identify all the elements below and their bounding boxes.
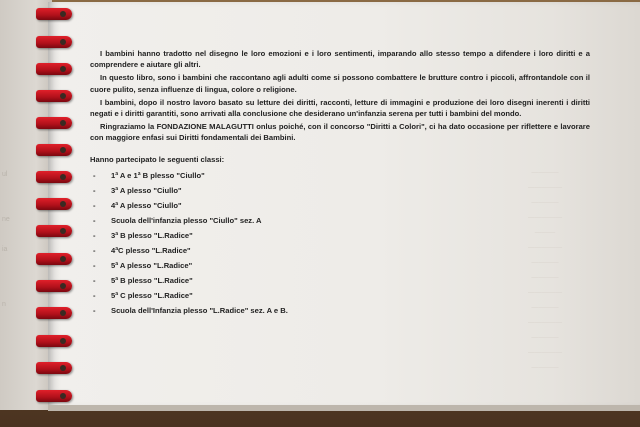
paragraph: In questo libro, sono i bambini che raccontano agli adulti come si possono combattere le brutture contro i piccoli, affrontandole con il cuore pulito, senza influenze di lingua, colore o religione. xyxy=(90,73,590,94)
bleed-through-name-list: ———— ————— ———— ————— ——— ————— ———— ———— ————— ———— ————— ———— ————— ———— xyxy=(528,169,562,371)
class-name: 5ª C plesso "L.Radice" xyxy=(111,290,193,300)
list-item xyxy=(93,243,590,258)
binding-ring xyxy=(36,117,72,129)
classes-heading: Hanno partecipato le seguenti classi: xyxy=(90,154,225,164)
class-name: 1ª A e 1ª B plesso "Ciullo" xyxy=(111,170,205,180)
binding-ring xyxy=(36,90,72,102)
binding-ring xyxy=(36,8,72,20)
bullet: - xyxy=(93,290,96,300)
binding-ring xyxy=(36,335,72,347)
paragraph: I bambini hanno tradotto nel disegno le loro emozioni e i loro sentimenti, imparando allo stesso tempo a difendere i loro diritti e a comprendere e aiutare gli altri. xyxy=(90,49,590,70)
class-name: 5ª B plesso "L.Radice" xyxy=(111,275,193,285)
bullet: - xyxy=(93,200,96,210)
class-name: 3ª A plesso "Ciullo" xyxy=(111,185,182,195)
bullet: - xyxy=(93,215,96,225)
binding-ring xyxy=(36,362,72,374)
binding-ring xyxy=(36,390,72,402)
list-item xyxy=(93,258,590,273)
binding-ring xyxy=(36,63,72,75)
list-item xyxy=(93,303,590,318)
list-item xyxy=(93,198,590,213)
bullet: - xyxy=(93,260,96,270)
bleed-through-text: n xyxy=(2,301,6,308)
class-name: Scuola dell'Infanzia plesso "L.Radice" sez. A e B. xyxy=(111,305,288,315)
bullet: - xyxy=(93,245,96,255)
binding-ring xyxy=(36,36,72,48)
binding-ring xyxy=(36,225,72,237)
class-name: 4ªC plesso "L.Radice" xyxy=(111,245,191,255)
binding-ring xyxy=(36,171,72,183)
class-name: 5ª A plesso "L.Radice" xyxy=(111,260,193,270)
bullet: - xyxy=(93,230,96,240)
bleed-through-text: ne xyxy=(2,216,10,223)
spiral-binding xyxy=(36,0,76,427)
class-name: Scuola dell'infanzia plesso "Ciullo" sez. A xyxy=(111,215,262,225)
binding-ring xyxy=(36,253,72,265)
binding-ring xyxy=(36,280,72,292)
paragraph: I bambini, dopo il nostro lavoro basato su letture dei diritti, racconti, letture di immagini e produzione dei loro disegni inerenti i diritti negati e i diritti garantiti, sono arrivati alla conclusione che desiderano un'infanzia serena per tutti i bambini del mondo. xyxy=(90,97,590,119)
class-name: 3ª B plesso "L.Radice" xyxy=(111,230,193,240)
list-item xyxy=(93,273,590,288)
binding-ring xyxy=(36,307,72,319)
bullet: - xyxy=(93,275,96,285)
bleed-through-text: ul xyxy=(2,171,8,178)
binding-ring xyxy=(36,144,72,156)
list-item xyxy=(93,168,590,183)
page-text xyxy=(90,48,590,318)
paragraph: Ringraziamo la FONDAZIONE MALAGUTTI onlus poiché, con il concorso "Diritti a Colori", ci ha dato occasione per riflettere e lavorare con maggiore enfasi sui Diritti fondamentali dei Bambini. xyxy=(90,122,590,143)
bullet: - xyxy=(93,185,96,195)
bullet: - xyxy=(93,305,96,315)
class-list xyxy=(90,168,590,318)
bullet: - xyxy=(93,170,96,180)
list-item xyxy=(93,213,590,228)
list-item xyxy=(93,228,590,243)
bleed-through-text: ia xyxy=(2,246,8,253)
list-item xyxy=(93,288,590,303)
page-stack-edge xyxy=(48,405,640,411)
binding-ring xyxy=(36,198,72,210)
list-item xyxy=(93,183,590,198)
class-name: 4ª A plesso "Ciullo" xyxy=(111,200,182,210)
